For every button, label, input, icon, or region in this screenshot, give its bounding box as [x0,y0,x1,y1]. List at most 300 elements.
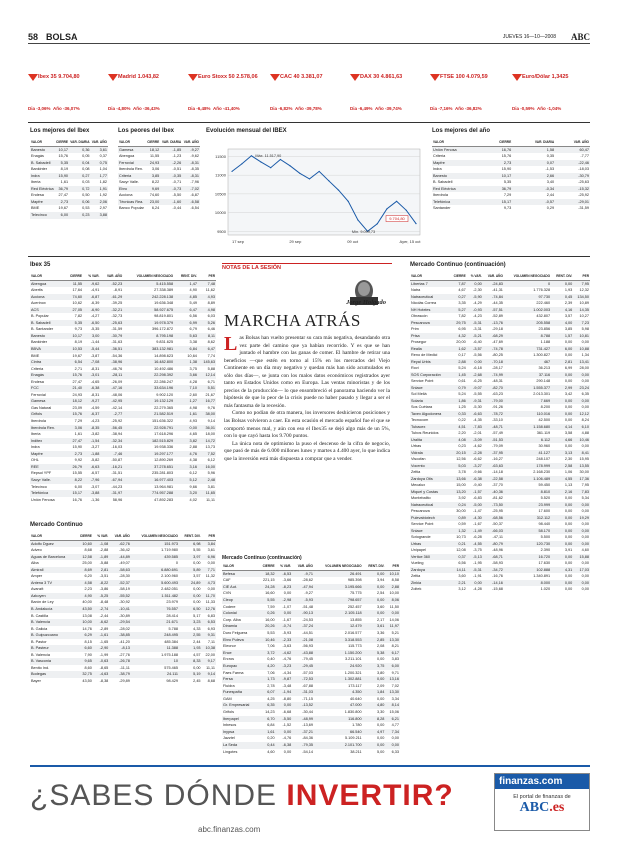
table-cell: 0,00 [573,580,590,587]
table-cell: Service Point [411,379,434,383]
table-cell: -24,53 [302,617,313,622]
table-cell: 3,16 [174,464,198,471]
table-cell: -49,07 [119,561,130,566]
abc-es-logo [495,800,589,816]
table-cell: -25,92 [578,193,589,198]
table-cell: Ebro Puleva [222,637,258,644]
table-cell: 0,00 [276,729,293,736]
table-cell: 145,63 [198,359,216,366]
table-cell: Endesa [31,193,44,198]
table-cell: Service Point [411,522,434,526]
table-cell: 5,49 [189,301,197,306]
table-cell: Unipapel [411,548,426,552]
table-cell: 1.340.891 [533,574,551,578]
table-cell: 6,47 [174,307,198,314]
table-row [222,709,400,716]
table-cell: -30,89 [119,613,130,618]
table-cell: 4,65 [189,432,197,437]
table-cell: 59.450 [538,483,551,487]
data-point [280,159,281,160]
table-cell: Banesto [432,173,484,180]
table-cell: 9,66 [189,484,197,489]
table-cell: 0,00 [564,535,573,539]
table-row [222,590,400,597]
table-cell: -1,67 [473,522,482,526]
table-cell: 7,10 [174,385,198,392]
table-cell: 6,17 [385,650,400,657]
table-cell: 0,00 [573,398,590,405]
table-cell: -48,71 [483,424,504,431]
table-cell: -6,39 [90,301,100,306]
table-cell: 0,00 [551,541,573,548]
table-cell: 4,28 [189,379,197,384]
table-cell: FCC [30,385,64,392]
table-cell: -74,99 [483,372,504,379]
table-row [118,205,200,212]
table-cell: 4,73 [202,580,216,587]
table-cell: 11,70 [202,593,216,600]
x-tick-label: 17 sep [231,239,245,244]
data-point [260,161,261,162]
table-cell: Azkoyen [30,593,75,600]
table-cell: 15,90 [55,173,69,180]
table-cell: Prim [411,327,419,331]
table-cell: 0,89 [449,515,466,522]
table-cell: -16,03 [111,445,123,450]
table-cell: -4,28 [473,587,482,591]
table-cell: -14,18 [492,470,503,474]
table-cell: 4,90 [75,593,93,600]
table-cell: 1,86 [449,398,466,405]
table-cell: 0,29 [546,206,555,211]
table-cell: 0,22 [458,418,466,422]
table-row [222,604,400,611]
table-cell: 12.479 [314,623,363,630]
table-row [118,146,200,153]
table-cell: 0,00 [581,444,589,448]
table-row [222,577,400,584]
table-cell: 2.168.230 [533,470,551,474]
table-cell: Iberdrola [433,193,448,198]
table-cell: 731.427 [504,346,551,353]
table-cell: 40,00 [82,600,92,605]
table-cell: -8,31 [182,173,200,180]
table-cell: -31,97 [100,490,123,497]
table-cell: -29,18 [492,327,503,331]
table-cell: 9,14 [207,419,215,424]
table-cell: 13,08 [82,613,92,618]
table-cell: 312.112 [504,515,551,522]
table-cell: 47.892.283 [154,497,174,502]
table-cell: 37.116 [504,372,551,379]
table-row [222,689,400,696]
table-cell: 5,35 [64,320,83,327]
table-cell: -31,51 [111,471,123,476]
table-row [222,610,400,617]
table-cell: 32,75 [75,671,93,678]
table-cell: -2,89 [99,626,109,631]
table-cell: Abertis [31,288,43,293]
table-header-row [118,139,200,146]
table-cell: -32,21 [100,307,123,314]
table-cell: 12.890.269 [154,458,174,463]
table-row [222,729,400,736]
table-header-row [222,563,400,570]
table-cell: -8,38 [99,679,109,684]
table-cell: -8,13 [109,645,131,652]
table-cell: -8,91 [113,288,123,293]
advertisement[interactable] [30,765,590,839]
ticker-name: CAC 40 [280,74,300,80]
abc-tld: .es [549,800,565,815]
article-kicker: NOTAS DE LA SESIÓN [222,263,392,271]
table-cell: Inditex [30,438,64,445]
table-cell: -44,35 [492,301,503,305]
table-cell: 2,06 [91,199,108,206]
table-cell: -52,23 [100,280,123,287]
table-cell: -72,53 [292,676,314,683]
table-cell: B. Pastor [31,639,47,644]
table-cell: 10 [131,658,179,665]
table-cell: 134,50 [573,294,590,301]
table-cell: GAM [223,696,232,701]
table-cell: 1.975.188 [161,652,179,657]
column-header: VALOR [118,139,146,146]
table-cell: 5.600.493 [131,580,179,587]
table-cell: -42,95 [100,398,123,405]
table-cell: -1,94 [276,689,293,696]
table-cell: 3,36 [376,630,385,635]
table-cell: 15,17 [64,490,83,497]
table-cell: 0,00 [564,574,573,578]
table-cell: 0,00 [363,610,386,617]
table-cell: -5,35 [90,327,100,332]
table-cell: 5,34 [581,496,589,500]
table-cell: 27,47 [58,193,69,198]
table-cell: 6,00 [551,346,573,353]
table-cell: -16,21 [100,464,123,471]
table-cell: -51,53 [483,437,504,444]
table-cell: 1,27 [174,398,198,405]
table-cell: -1,99 [99,652,109,657]
table-cell: 0,00 [581,405,589,409]
table-cell: 3,66 [174,372,198,379]
data-point [377,223,378,224]
table-cell: Rovi [411,366,419,370]
table-cell: Almirall [30,567,75,574]
table-cell: 8,89 [207,301,215,306]
table-cell: -2,28 [467,450,483,457]
table-cell: -80,79 [483,541,504,548]
ad-url[interactable]: abc.finanzas.com [198,825,261,834]
table-cell: 13,66 [449,476,466,483]
table-cell: Pulevabiotech [410,515,449,522]
table-row [222,570,400,577]
table-cell: 3,30 [376,710,385,715]
table-cell: 11,32 [205,574,215,579]
table-cell: 5,24 [458,392,466,396]
table-cell: -1,52 [282,723,292,728]
table-cell: 4,20 [258,663,276,670]
table-cell: -63,23 [492,392,503,396]
data-point [406,210,407,211]
table-cell: 7,29 [74,419,83,424]
data-point [309,178,310,179]
issue-date: JUEVES 16—10—2008 [502,34,556,40]
table-cell: 0,75 [91,160,108,167]
table-cell: 8,11 [198,333,216,340]
table-cell: 2,71 [74,366,83,371]
table-cell: 4,66 [551,437,573,444]
table-cell: -8,31 [182,160,200,167]
table-row [222,656,400,663]
table-cell: Dinamia [222,623,258,630]
table-cell: Repsol YPF [31,471,52,476]
table-cell: 74,60 [149,193,160,198]
table-cell: 0,00 [385,742,400,749]
table-cell: Urbas [411,444,422,448]
table-cell: 3,85 [564,327,573,331]
table-cell: 8.810 [504,489,551,496]
table-cell: 17,36 [573,476,590,483]
table-cell: 5,55 [258,597,276,604]
table-cell: -7,96 [83,477,100,484]
table-cell: Urbas [410,541,449,548]
column-header: VOLUMEN NEGOCIADO [504,273,551,280]
table-cell: 13,55 [573,463,590,470]
table-cell: B. Castilla [31,613,49,618]
table-cell: 0,00 [467,280,483,287]
table-cell: B. Valencia [30,619,75,626]
table-cell: -6,90 [83,307,100,314]
table-cell: -4,35 [473,418,482,422]
table-row [30,146,108,153]
table-cell: 15,95 [579,457,589,461]
table-cell: 8,15 [84,639,92,644]
table-cell: Solaria [410,398,449,405]
table-cell: 5,03 [449,463,466,470]
table-cell: -39,25 [111,301,123,306]
table-cell: -0,51 [172,167,182,172]
ticker-name: Euro Stoxx 50 [198,74,235,80]
column-header: % VAR. [83,273,100,280]
table-cell: Obrascón [411,314,428,318]
ticker-name: Ibex 35 [38,74,57,80]
table-cell: -68,56 [483,515,504,522]
table-cell: Tubos Reunidos [411,431,439,435]
table-cell: 6,50 [179,606,202,613]
article [222,263,392,593]
table-cell: -3,09 [467,437,483,444]
table-cell: B. Andalucía [30,606,75,613]
table-cell: Banesto [30,146,55,153]
table-cell: Zeltia [411,470,421,474]
table-cell: 1.158.680 [504,424,551,431]
table-cell: 1,58 [512,146,555,153]
table-cell: 8.788 [504,333,551,340]
plot-area [228,149,420,235]
mc-c-title: Mercado Continuo (continuación) [410,262,506,268]
table-cell: 0,00 [551,411,573,418]
table-cell: 0,00 [385,610,400,617]
table-cell: 0,00 [363,597,386,604]
table-cell: 0,24 [449,502,466,509]
column-header: VAR. AÑO [91,139,108,146]
table-cell: 8,06 [385,597,400,604]
table-cell: Jazztel [223,736,235,741]
table-cell: 8,68 [84,548,92,553]
table-cell: -5,31 [467,320,483,327]
table-cell: 33.634.196 [123,385,174,392]
table-cell: 7,82 [458,314,466,318]
table-cell: 4,97 [363,729,386,736]
table-cell: 8,28 [363,716,386,723]
column-header: PER [573,273,590,280]
table-cell: 485.384 [164,639,179,644]
table-row [222,630,400,637]
data-point [319,171,320,172]
table-cell: 116.800 [314,716,363,723]
table-cell: 10,81 [573,333,590,340]
table-cell: 0,00 [467,580,483,587]
article-paragraph: as Bolsas han vuelto presentar su cara más negativa, desandando otra vez parte del camino que ya habían recorrido. Y es que se han juntado el hambre con las ganas de comer. El hambre de retirar una beneficios —que estén en torno al 15% en los mercados del Viejo Continente en un día muy negativo y quedan más han sido acumulados en sólo dos días—, se junta con los malos datos económicos registrados ayer tanto en Estados Unidos como en Europa. Las ventas minoristas y de los precios de la producción— lo que ensombreció el panorama haciendo ver la hipótesis de que lo peor de la crisis puede no haber pasado y llegar a ser el más fantasma de la recesión. [224,335,390,409]
table-cell: Telecinco [31,484,47,489]
table-cell: 2,81 [551,359,573,366]
table-cell: 235.281.803 [152,471,174,476]
ad-subtitle: El portal de finanzas de [513,794,571,800]
table-row [222,742,400,749]
ticker-day: Dia -4,80% [108,106,131,111]
table-cell: -1,54 [83,438,100,445]
table-cell: -32,34 [100,438,123,445]
table-cell: 173.117 [348,683,362,688]
column-header: VOLUMEN NEGOCIADO [123,273,174,280]
table-cell: 8,19 [60,167,69,172]
table-cell: -3,01 [83,372,100,379]
table-cell: -4,23 [90,419,100,424]
table-cell: -11,11 [119,665,130,670]
table-cell: 2,08 [376,644,385,649]
table-cell: 9,69 [146,186,160,193]
table-cell: 10,46 [573,437,590,444]
table-cell: 1,61 [74,432,83,437]
table-cell: 13,16 [385,676,400,683]
table-cell: 0,00 [573,372,590,379]
table-cell: 4,98 [189,405,197,410]
table-cell: 5,19 [179,671,202,678]
table-cell: 0,04 [69,160,90,167]
table-cell: Uralita [410,437,449,444]
table-cell: -6,38 [276,742,293,749]
x-tick-label: 09 oct [347,239,359,244]
table-cell: 0,00 [283,591,292,596]
table-cell: 10,17 [55,146,69,153]
table-cell: 0,00 [207,561,215,566]
down-arrow-icon [28,74,38,81]
table-cell: -4,23 [473,314,482,318]
table-cell: 6,46 [207,327,215,332]
table-cell: 0,00 [193,600,201,605]
table-cell: Bodegas [30,671,75,678]
table-cell: 0,45 [551,294,573,301]
table-row [222,643,400,650]
table-cell: 9,31 [202,632,216,639]
table-cell: 8,14 [385,702,400,709]
table-cell: Endesa [31,379,44,384]
table-cell: 7,71 [202,567,216,574]
table-cell: 5,55 [193,548,201,553]
table-cell: -62,76 [109,540,131,547]
table-row [432,146,590,153]
table-cell: 0,00 [283,749,292,754]
table-cell: 27,47 [64,438,83,445]
table-cell: 2.105.118 [314,610,363,617]
table-cell: 5,98 [581,327,589,331]
table-cell: 0,35 [546,154,555,159]
ibex35-table [30,273,216,503]
table-cell: -9,71 [292,570,314,577]
table-cell: 14,11 [449,567,466,574]
table-cell: 14,23 [265,710,275,715]
data-point [270,167,271,168]
table-cell: -3,07 [90,484,100,489]
table-cell: 6,21 [385,716,400,723]
data-point [251,155,252,156]
ticker-name: Euro/Dólar [522,74,551,80]
table-cell: 0,00 [174,425,198,432]
table-cell: 7.669 [504,398,551,405]
table-cell: 58.927.675 [123,307,174,314]
table-cell: -48,31 [492,379,503,383]
table-cell: Adolfo Dguez [30,540,75,547]
table-cell: Banco Popular [119,206,144,211]
table-row [410,280,590,287]
table-cell: 0,53 [82,206,90,211]
table-cell: -9,62 [83,280,100,287]
table-cell: 252.457 [347,604,362,609]
table-row [222,702,400,709]
table-cell: 2,21 [449,580,466,587]
table-cell: Indra [433,167,442,172]
table-cell: 4,93 [198,294,216,301]
table-cell: 14,72 [198,438,216,445]
table-cell: -1,85 [160,146,182,153]
table-cell: 97.730 [504,294,551,301]
table-cell: -1,61 [93,632,109,639]
column-header: CIERRE [258,563,276,570]
table-cell: BME [31,353,40,358]
column-header: % VAR. [93,533,109,540]
table-cell: -9,40 [473,483,482,487]
table-cell: 18,00 [205,432,215,437]
table-cell: 7,48 [198,280,216,287]
table-cell: -54,36 [111,353,123,358]
table-cell: 19,67 [72,353,83,358]
column-header: VALOR [432,139,484,146]
table-cell: 19,67 [58,206,69,211]
table-cell: -8,48 [99,600,109,605]
table-cell: -4,62 [276,650,293,657]
ad-logo-box[interactable] [494,773,590,831]
table-cell: 0,23 [69,212,90,219]
ticker-name: FTSE 100 [440,74,465,80]
table-cell: 1.188 [540,340,551,344]
table-cell: -5,25 [93,593,109,600]
table-cell: 9.831.625 [156,340,174,345]
table-cell: Fersa [222,676,258,683]
table-cell: -74,78 [483,346,504,353]
table-cell: 6,00 [55,212,69,219]
